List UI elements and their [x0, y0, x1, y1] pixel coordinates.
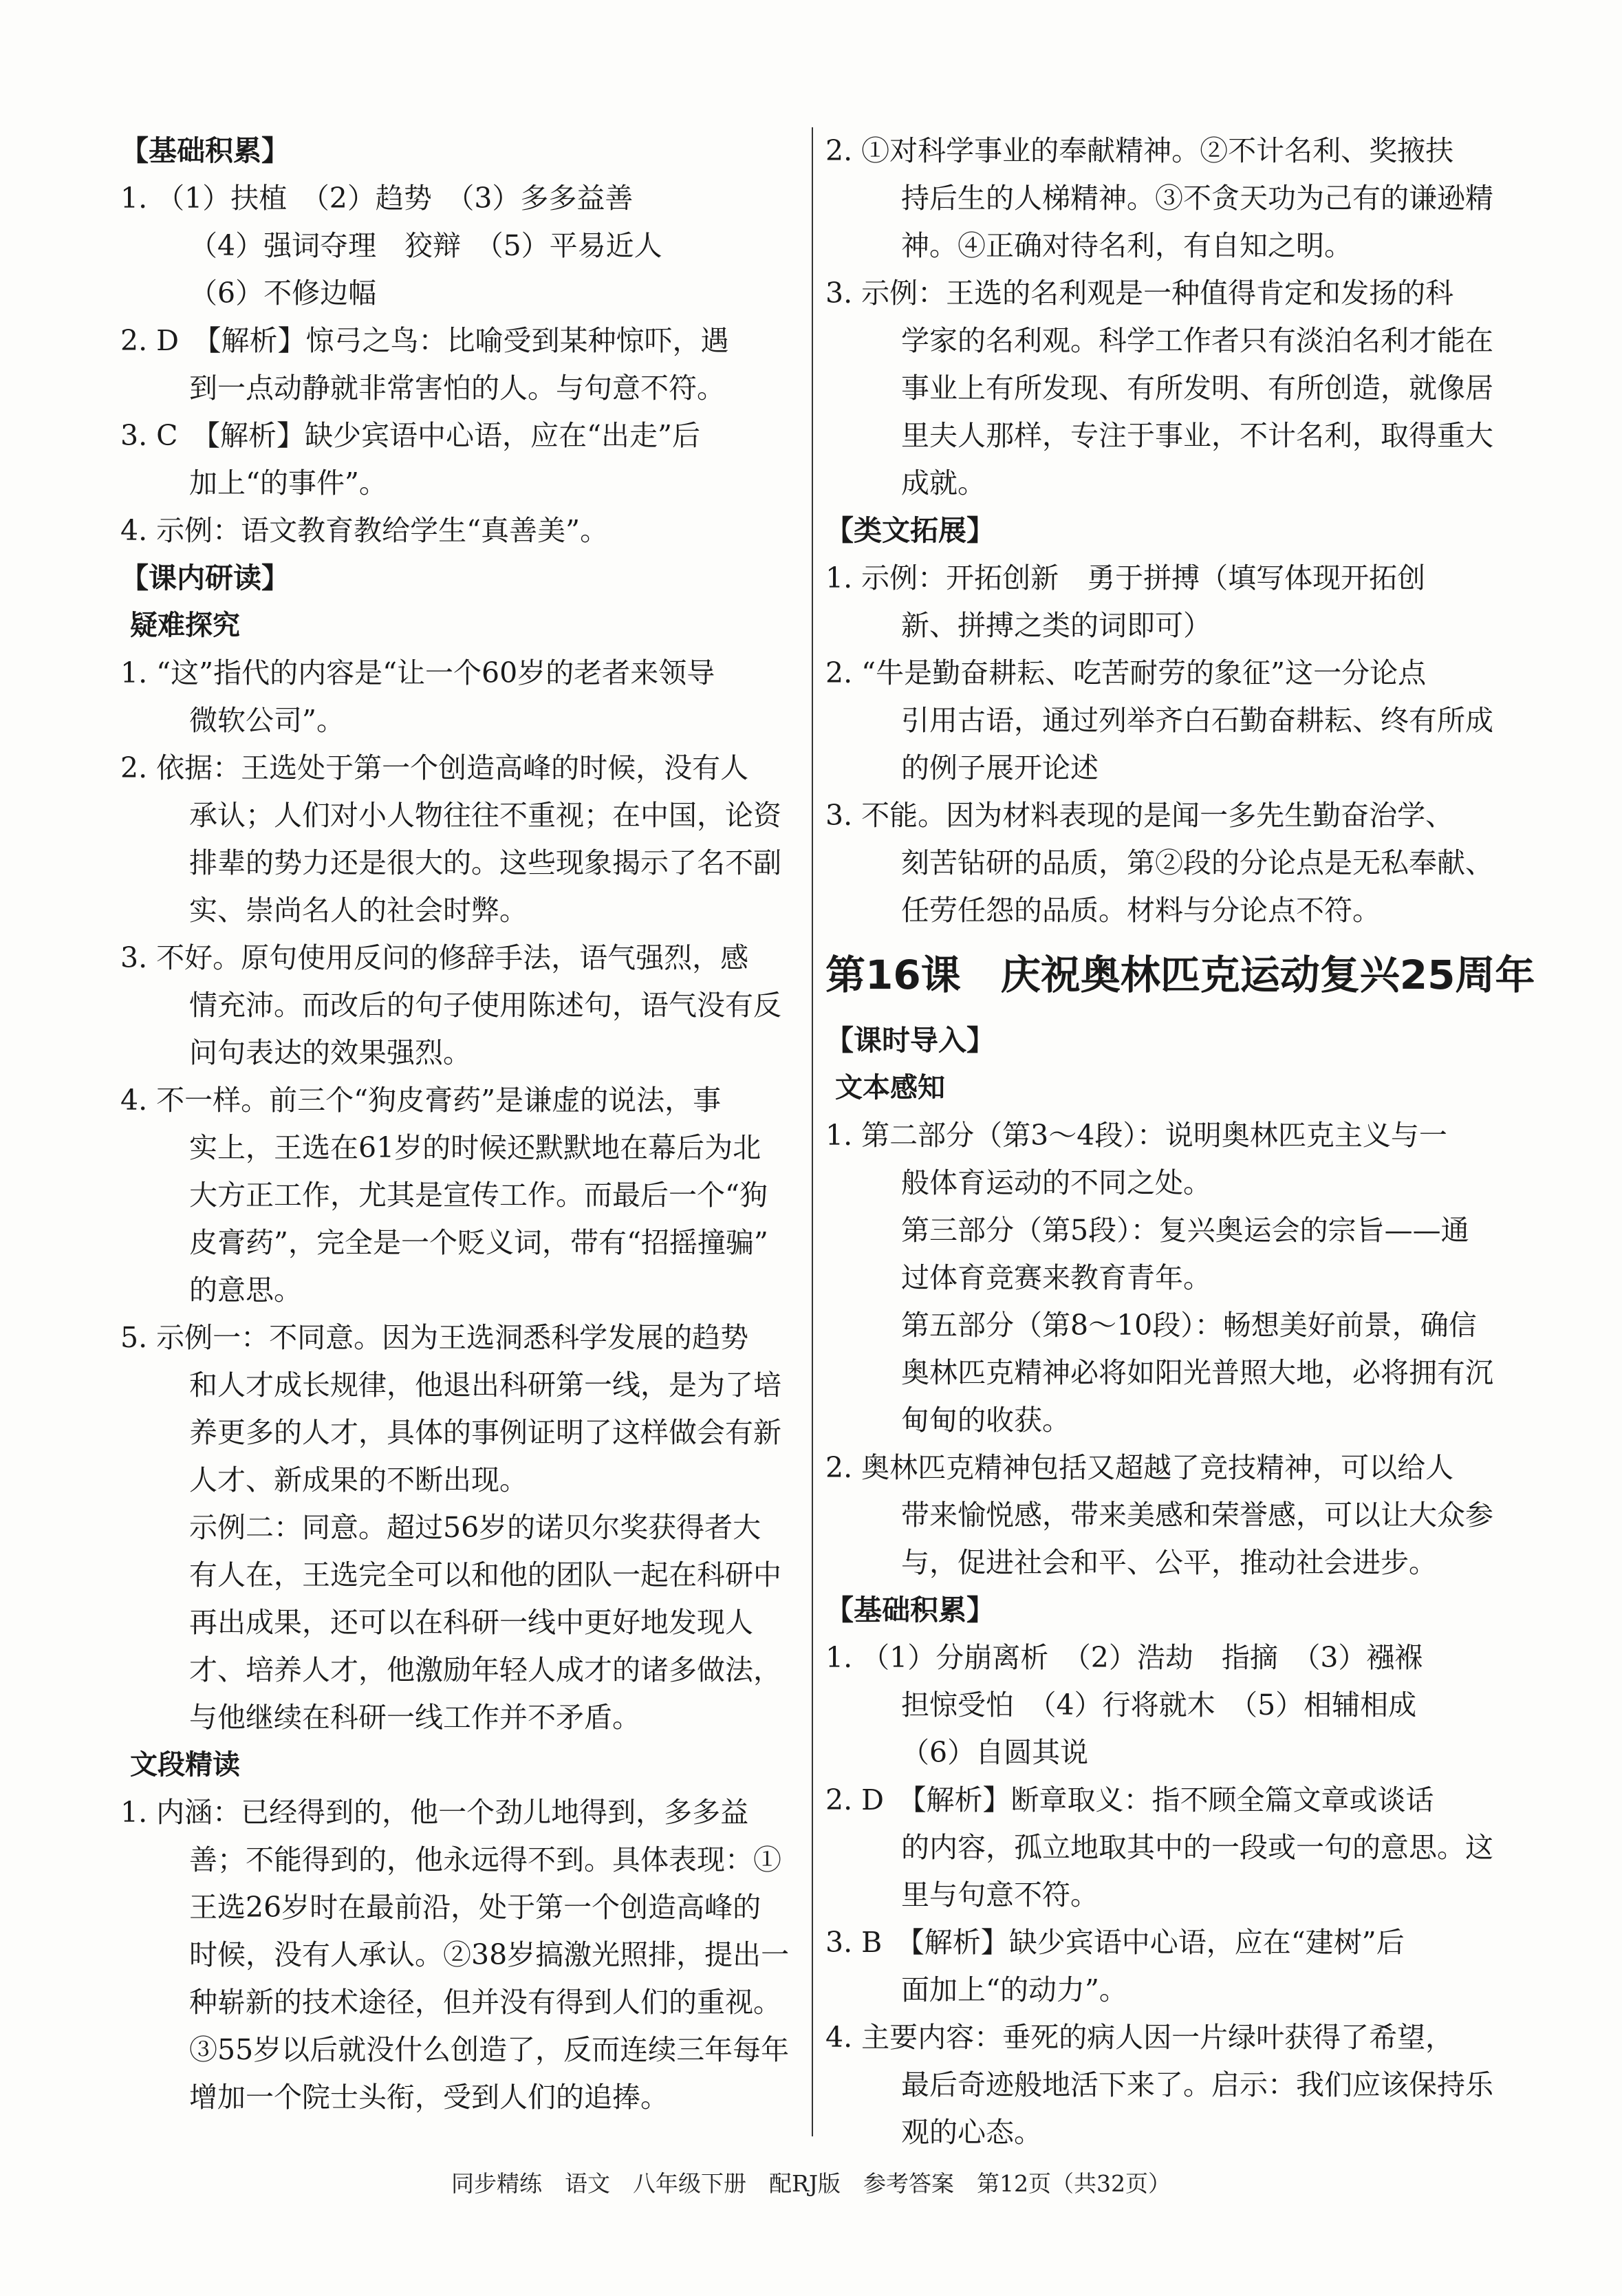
answer-line-continued: 过体育竞赛来教育青年。 — [901, 1261, 1211, 1294]
answer-line-continued: （6）不修边幅 — [189, 277, 377, 310]
answer-line: 2. D 【解析】断章取义：指不顾全篇文章或谈话 — [825, 1783, 1434, 1816]
answer-line: 3. 不好。原句使用反问的修辞手法，语气强烈，感 — [120, 941, 749, 974]
answer-line-continued: 有人在，王选完全可以和他的团队一起在科研中 — [189, 1558, 781, 1591]
section-heading: 【基础积累】 — [120, 134, 290, 167]
answer-line-continued: 任劳任怨的品质。材料与分论点不符。 — [901, 894, 1381, 927]
answer-line-continued: 学家的名利观。科学工作者只有淡泊名利才能在 — [901, 324, 1493, 357]
answer-line-continued: 与他继续在科研一线工作并不矛盾。 — [189, 1701, 640, 1734]
answer-line-continued: 再出成果，还可以在科研一线中更好地发现人 — [189, 1606, 753, 1639]
answer-line: 4. 示例：语文教育教给学生“真善美”。 — [120, 514, 609, 547]
answer-line-continued: 养更多的人才，具体的事例证明了这样做会有新 — [189, 1416, 781, 1449]
answer-line-continued: 加上“的事件”。 — [189, 466, 387, 500]
answer-line: 1. （1）分崩离析 （2）浩劫 指摘 （3）襁褓 — [825, 1641, 1423, 1674]
section-heading: 【类文拓展】 — [825, 514, 995, 547]
page-footer: 同步精练 语文 八年级下册 配RJ版 参考答案 第12页（共32页） — [451, 2170, 1171, 2197]
answer-line-continued: 般体育运动的不同之处。 — [901, 1166, 1211, 1199]
answer-line-continued: 问句表达的效果强烈。 — [189, 1036, 471, 1069]
column-divider — [812, 127, 813, 2136]
answer-line-continued: 善；不能得到的，他永远得不到。具体表现：① — [189, 1843, 781, 1876]
answer-line: 3. B 【解析】缺少宾语中心语，应在“建树”后 — [825, 1926, 1405, 1959]
subsection-heading: 文段精读 — [130, 1749, 240, 1781]
answer-line: 3. 示例：王选的名利观是一种值得肯定和发扬的科 — [825, 277, 1454, 310]
lesson-title: 第16课 庆祝奥林匹克运动复兴25周年 — [825, 952, 1535, 998]
answer-line-continued: 甸甸的收获。 — [901, 1404, 1070, 1437]
answer-line-continued: 皮膏药”，完全是一个贬义词，带有“招摇撞骗” — [189, 1226, 768, 1259]
answer-line-continued: 到一点动静就非常害怕的人。与句意不符。 — [189, 372, 725, 405]
answer-line-continued: 王选26岁时在最前沿，处于第一个创造高峰的 — [189, 1891, 761, 1924]
section-heading: 【基础积累】 — [825, 1594, 995, 1627]
answer-line-continued: 大方正工作，尤其是宣传工作。而最后一个“狗 — [189, 1179, 768, 1212]
answer-line: 3. 不能。因为材料表现的是闻一多先生勤奋治学、 — [825, 799, 1454, 832]
subsection-heading: 文本感知 — [835, 1072, 945, 1104]
answer-line: 2. ①对科学事业的奉献精神。②不计名利、奖掖扶 — [825, 134, 1454, 167]
answer-line-continued: 与，促进社会和平、公平，推动社会进步。 — [901, 1546, 1437, 1579]
answer-line-continued: ③55岁以后就没什么创造了，反而连续三年每年 — [189, 2033, 790, 2066]
answer-line-continued: 人才、新成果的不断出现。 — [189, 1463, 528, 1496]
answer-line-continued: 奥林匹克精神必将如阳光普照大地，必将拥有沉 — [901, 1356, 1493, 1389]
answer-line: 2. D 【解析】惊弓之鸟：比喻受到某种惊吓，遇 — [120, 324, 729, 357]
answer-line-continued: 里与句意不符。 — [901, 1878, 1099, 1911]
answer-line-continued: 示例二：同意。超过56岁的诺贝尔奖获得者大 — [189, 1511, 761, 1544]
answer-line-continued: 带来愉悦感，带来美感和荣誉感，可以让大众参 — [901, 1499, 1493, 1532]
answer-line-continued: 情充沛。而改后的句子使用陈述句，语气没有反 — [189, 989, 781, 1022]
answer-line-continued: 第三部分（第5段）：复兴奥运会的宗旨——通 — [901, 1214, 1469, 1247]
answer-line-continued: 观的心态。 — [901, 2116, 1042, 2149]
answer-line-continued: 承认；人们对小人物往往不重视；在中国，论资 — [189, 799, 781, 832]
answer-line-continued: 面加上“的动力”。 — [901, 1973, 1127, 2006]
answer-line-continued: 成就。 — [901, 466, 986, 500]
answer-line: 1. （1）扶植 （2）趋势 （3）多多益善 — [120, 182, 634, 215]
answer-line-continued: 和人才成长规律，他退出科研第一线，是为了培 — [189, 1369, 781, 1402]
answer-line: 2. “牛是勤奋耕耘、吃苦耐劳的象征”这一分论点 — [825, 656, 1427, 689]
right-column — [825, 127, 1535, 2156]
answer-line-continued: 新、拼搏之类的词即可） — [901, 609, 1211, 642]
answer-line-continued: 的例子展开论述 — [901, 751, 1099, 784]
answer-line-continued: 的意思。 — [189, 1274, 302, 1307]
answer-line-continued: 神。④正确对待名利，有自知之明。 — [901, 229, 1352, 262]
answer-line-continued: 里夫人那样，专注于事业，不计名利，取得重大 — [901, 419, 1493, 452]
answer-line-continued: 增加一个院士头衔，受到人们的追捧。 — [189, 2081, 669, 2114]
answer-line-continued: 实上，王选在61岁的时候还默默地在幕后为北 — [189, 1131, 761, 1164]
answer-line-continued: 事业上有所发现、有所发明、有所创造，就像居 — [901, 372, 1493, 405]
answer-line: 2. 依据：王选处于第一个创造高峰的时候，没有人 — [120, 751, 749, 784]
answer-line: 2. 奥林匹克精神包括又超越了竞技精神，可以给人 — [825, 1451, 1454, 1484]
answer-line: 4. 不一样。前三个“狗皮膏药”是谦虚的说法，事 — [120, 1084, 722, 1117]
answer-line-continued: 才、培养人才，他激励年轻人成才的诸多做法， — [189, 1653, 781, 1686]
answer-line-continued: 担惊受怕 （4）行将就木 （5）相辅相成 — [901, 1688, 1417, 1721]
answer-line: 3. C 【解析】缺少宾语中心语，应在“出走”后 — [120, 419, 700, 452]
answer-line: 1. “这”指代的内容是“让一个60岁的老者来领导 — [120, 656, 715, 689]
answer-line-continued: 最后奇迹般地活下来了。启示：我们应该保持乐 — [901, 2068, 1493, 2101]
answer-line-continued: 实、崇尚名人的社会时弊。 — [189, 894, 528, 927]
answer-line-continued: 微软公司”。 — [189, 704, 345, 737]
answer-line: 1. 内涵：已经得到的，他一个劲儿地得到，多多益 — [120, 1796, 749, 1829]
answer-line-continued: （6）自圆其说 — [901, 1736, 1089, 1769]
answer-line-continued: 刻苦钻研的品质，第②段的分论点是无私奉献、 — [901, 846, 1493, 879]
answer-line: 4. 主要内容：垂死的病人因一片绿叶获得了希望， — [825, 2021, 1454, 2054]
answer-line: 1. 第二部分（第3～4段）：说明奥林匹克主义与一 — [825, 1119, 1447, 1152]
answer-line-continued: 排辈的势力还是很大的。这些现象揭示了名不副 — [189, 846, 781, 879]
answer-line-continued: 持后生的人梯精神。③不贪天功为己有的谦逊精 — [901, 182, 1493, 215]
section-heading: 【课时导入】 — [825, 1024, 995, 1057]
answer-line-continued: 种崭新的技术途径，但并没有得到人们的重视。 — [189, 1986, 781, 2019]
answer-line-continued: （4）强词夺理 狡辩 （5）平易近人 — [189, 229, 662, 262]
answer-line-continued: 第五部分（第8～10段）：畅想美好前景，确信 — [901, 1309, 1477, 1342]
answer-line-continued: 引用古语，通过列举齐白石勤奋耕耘、终有所成 — [901, 704, 1493, 737]
section-heading: 【课内研读】 — [120, 561, 290, 594]
answer-line-continued: 的内容，孤立地取其中的一段或一句的意思。这 — [901, 1831, 1493, 1864]
answer-line: 5. 示例一：不同意。因为王选洞悉科学发展的趋势 — [120, 1321, 749, 1354]
answer-line: 1. 示例：开拓创新 勇于拼搏（填写体现开拓创 — [825, 561, 1426, 594]
left-column — [120, 127, 798, 2121]
subsection-heading: 疑难探究 — [130, 610, 240, 641]
answer-line-continued: 时候，没有人承认。②38岁搞激光照排，提出一 — [189, 1938, 790, 1971]
